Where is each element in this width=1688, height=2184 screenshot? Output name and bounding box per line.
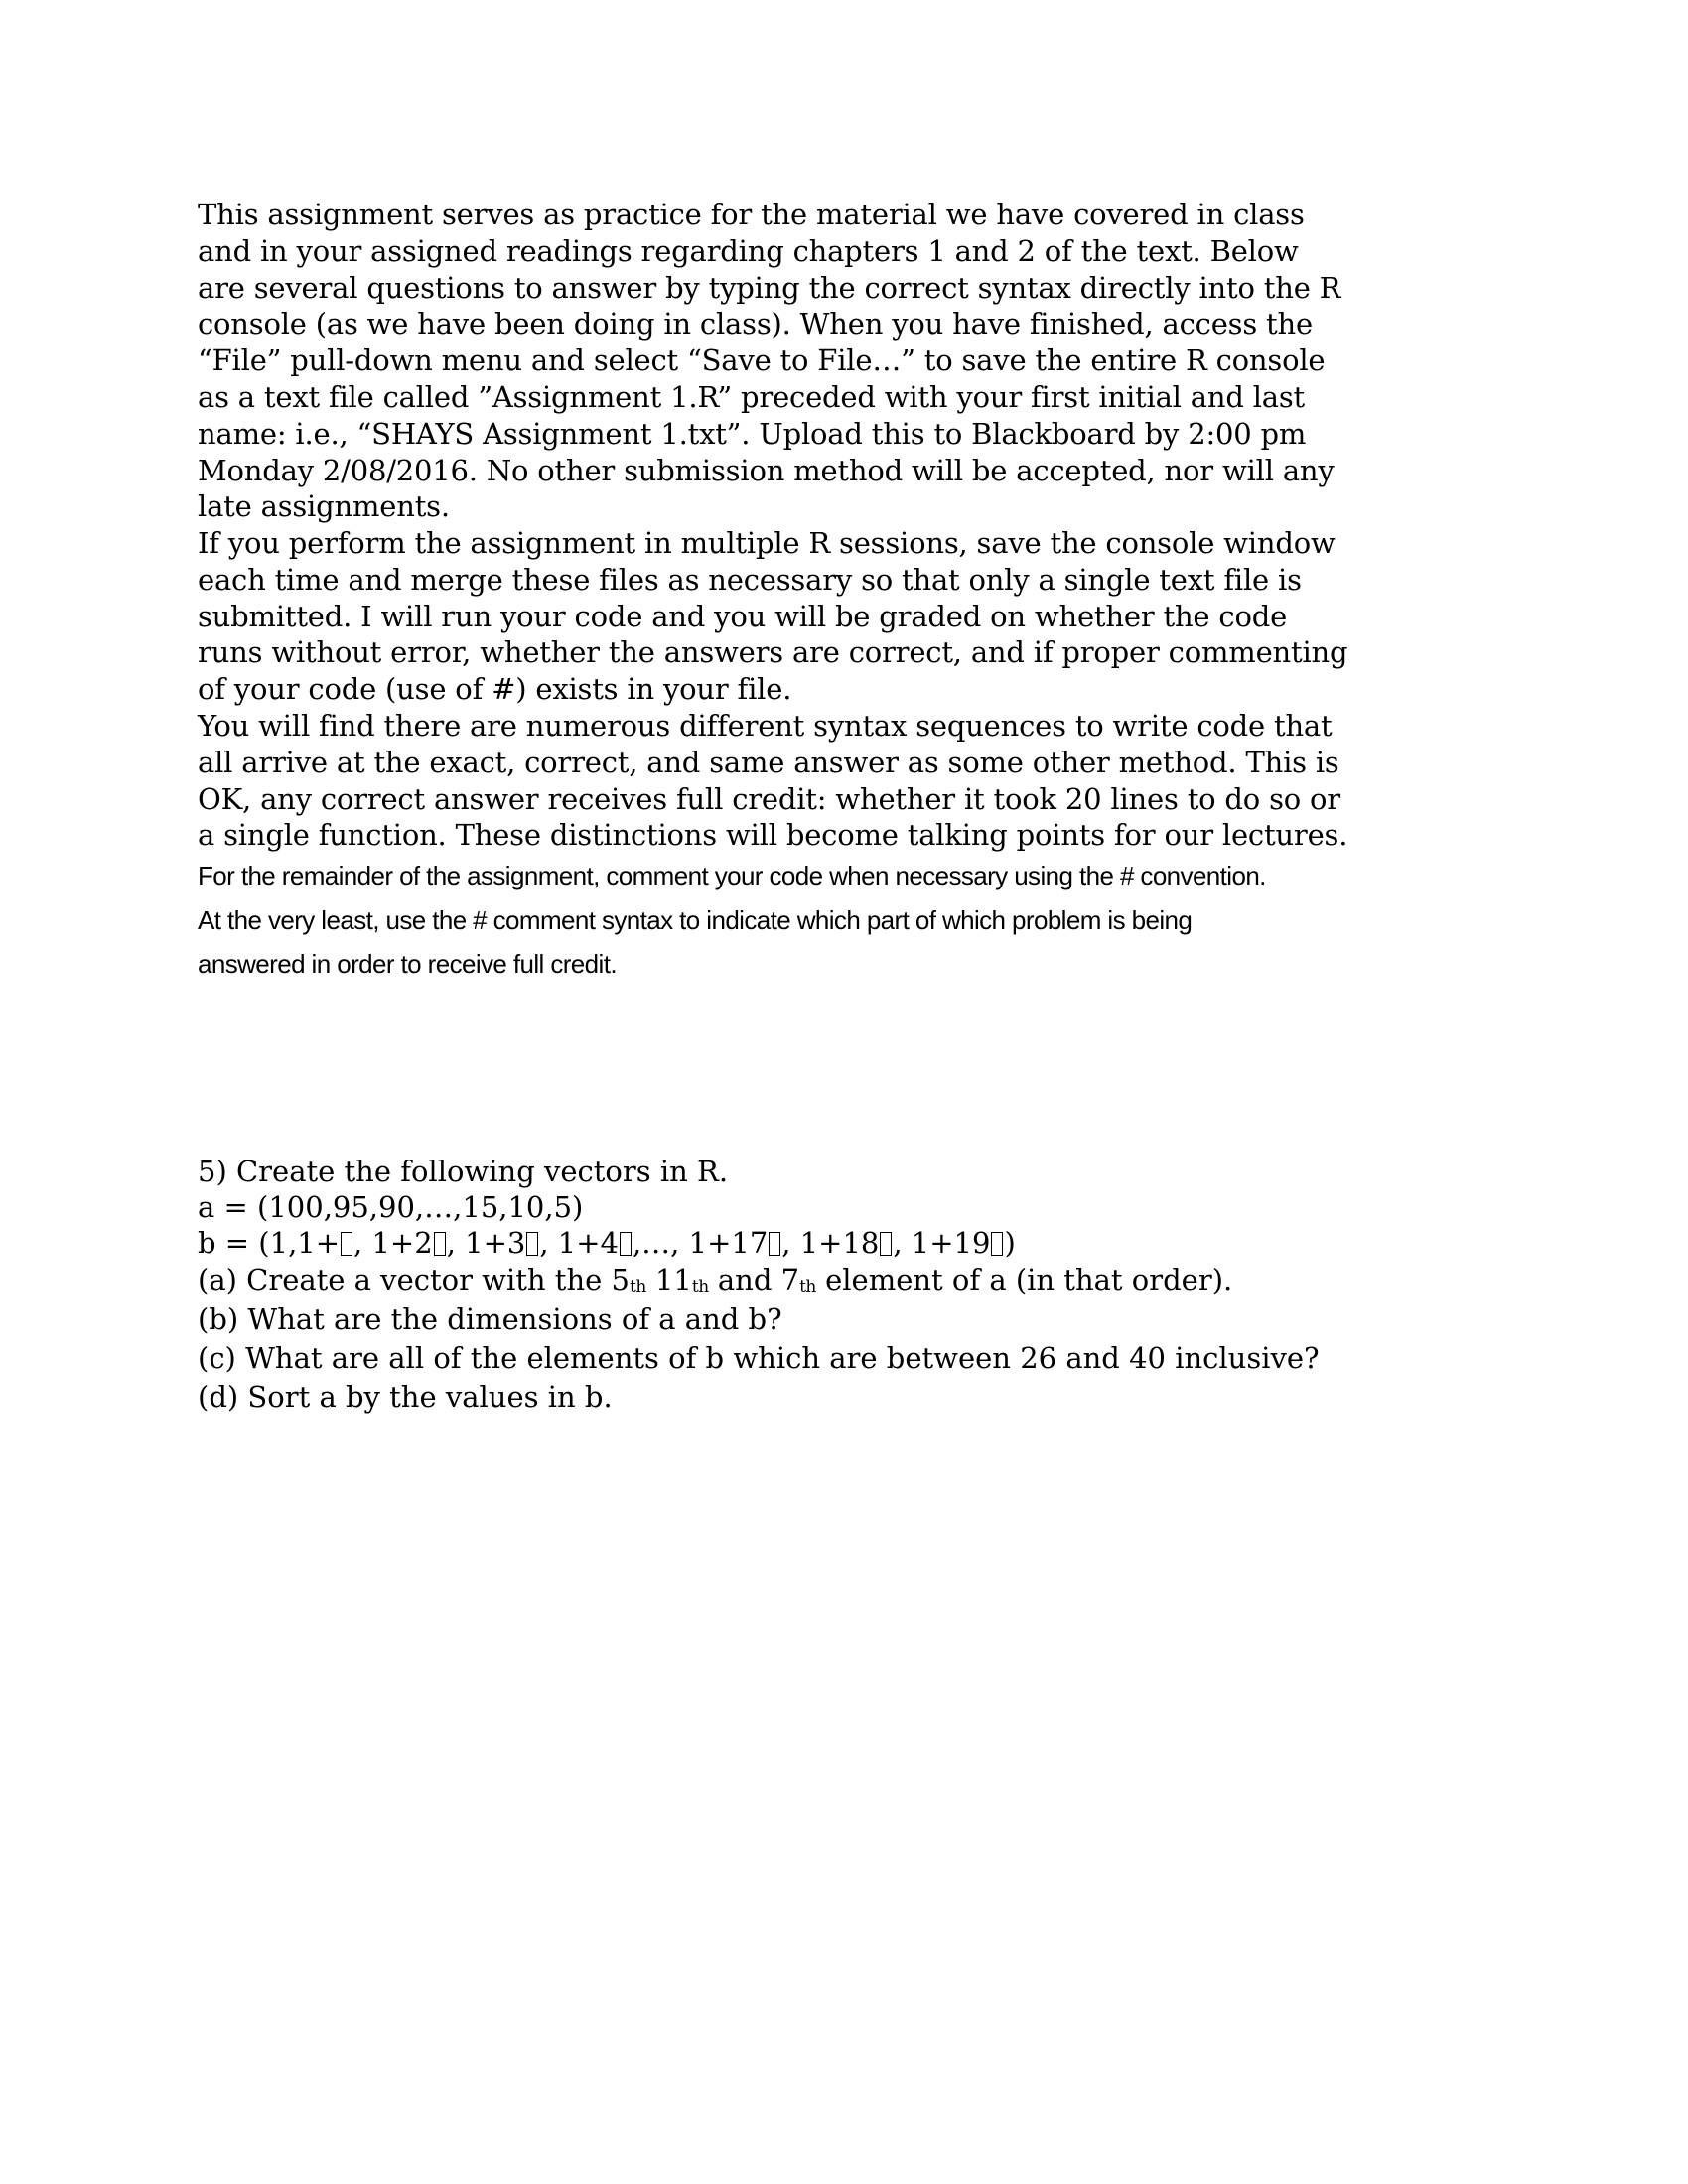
vector-b-term: , 1+18 <box>781 1226 880 1260</box>
comment-instructions-paragraph <box>198 854 1488 987</box>
ordinal-suffix: th <box>691 1277 709 1297</box>
intro-paragraph <box>198 197 1488 525</box>
vector-b-term: , 1+4 <box>539 1226 619 1260</box>
missing-glyph-icon <box>526 1232 538 1256</box>
vector-b-suffix: ) <box>1004 1226 1016 1260</box>
text-line: and in your assigned readings regarding chapters 1 and 2 of the text. Below <box>198 233 1299 268</box>
syntax-paragraph <box>198 708 1488 854</box>
vector-a-definition: a = (100,95,90,…,15,10,5) <box>198 1190 584 1224</box>
vector-b-definition <box>198 1226 1016 1260</box>
text-line: This assignment serves as practice for the material we have covered in class <box>198 198 1305 231</box>
text-line: You will find there are numerous different syntax sequences to write code that <box>198 709 1333 743</box>
question-part-c: (c) What are all of the elements of b which are between 26 and 40 inclusive? <box>198 1341 1320 1375</box>
part-a-text: (a) Create a vector with the 5 <box>198 1263 630 1297</box>
question-part-b: (b) What are the dimensions of a and b? <box>198 1302 782 1336</box>
vector-b-term: , 1+19 <box>893 1226 991 1260</box>
text-line: as a text file called ”Assignment 1.R” preceded with your first initial and last <box>198 379 1306 414</box>
text-line: OK, any correct answer receives full credit: whether it took 20 lines to do so or <box>198 781 1340 816</box>
text-line: name: i.e., “SHAYS Assignment 1.txt”. Upload this to Blackboard by 2:00 pm <box>198 416 1307 451</box>
part-a-text: and 7 <box>708 1263 800 1297</box>
missing-glyph-icon <box>341 1232 352 1256</box>
part-a-text: element of a (in that order). <box>815 1263 1233 1297</box>
ordinal-suffix: th <box>629 1277 646 1297</box>
question-part-a <box>198 1263 1232 1297</box>
text-line: runs without error, whether the answers are correct, and if proper commenting <box>198 635 1348 670</box>
part-a-text: 11 <box>645 1263 692 1297</box>
text-line: answered in order to receive full credit. <box>198 949 617 979</box>
text-line: of your code (use of #) exists in your file. <box>198 672 792 707</box>
text-line: console (as we have been doing in class). When you have finished, access the <box>198 307 1313 341</box>
missing-glyph-icon <box>769 1232 780 1256</box>
text-line: late assignments. <box>198 489 450 524</box>
text-line: submitted. I will run your code and you will be graded on whether the code <box>198 599 1288 633</box>
vector-b-term: , 1+2 <box>353 1226 433 1260</box>
missing-glyph-icon <box>880 1232 892 1256</box>
text-line: Monday 2/08/2016. No other submission method will be accepted, nor will any <box>198 453 1335 487</box>
vector-b-term: ,…, 1+17 <box>632 1226 769 1260</box>
text-line: If you perform the assignment in multiple R sessions, save the console window <box>198 526 1336 560</box>
ordinal-suffix: th <box>799 1277 816 1297</box>
question-part-d: (d) Sort a by the values in b. <box>198 1380 613 1414</box>
sessions-paragraph <box>198 525 1488 708</box>
question-heading: 5) Create the following vectors in R. <box>198 1155 729 1188</box>
text-line: all arrive at the exact, correct, and same answer as some other method. This is <box>198 745 1339 779</box>
text-line: At the very least, use the # comment syntax to indicate which part of which problem is being <box>198 904 1193 935</box>
text-line: each time and merge these files as necessary so that only a single text file is <box>198 562 1302 597</box>
text-line: For the remainder of the assignment, comment your code when necessary using the # convention. <box>198 861 1266 890</box>
text-line: a single function. These distinctions will become talking points for our lectures. <box>198 818 1348 853</box>
missing-glyph-icon <box>434 1232 446 1256</box>
missing-glyph-icon <box>620 1232 632 1256</box>
vector-b-term: , 1+3 <box>446 1226 526 1260</box>
vector-b-prefix: b = (1,1+ <box>198 1226 341 1260</box>
missing-glyph-icon <box>991 1232 1003 1256</box>
text-line: are several questions to answer by typing the correct syntax directly into the R <box>198 270 1341 305</box>
text-line: “File” pull-down menu and select “Save to File…” to save the entire R console <box>198 343 1326 378</box>
